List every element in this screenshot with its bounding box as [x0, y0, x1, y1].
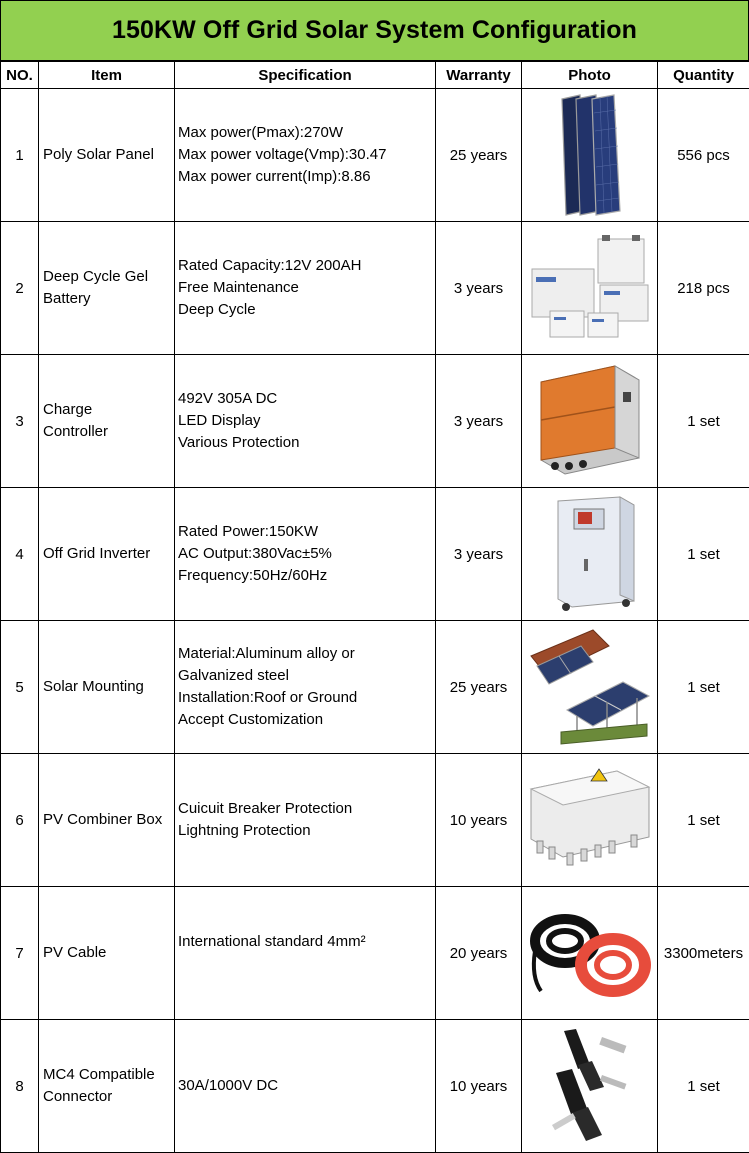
table-row [1, 621, 749, 754]
header-no: NO. [1, 62, 39, 89]
mc4-connector-photo [522, 1020, 658, 1153]
solar-panel-icon [540, 93, 640, 218]
header-photo: Photo [522, 62, 658, 89]
specification [175, 887, 436, 1020]
item-name-line: MC4 Compatible [43, 1066, 155, 1083]
gel-battery-photo [522, 222, 658, 355]
specification [175, 621, 436, 754]
item-name [39, 355, 175, 488]
table-row [1, 754, 749, 887]
specification [175, 488, 436, 621]
spec-line: AC Output:380Vac±5% [178, 545, 332, 562]
spec-line: Deep Cycle [178, 301, 256, 318]
header-warranty: Warranty [436, 62, 522, 89]
item-name [39, 887, 175, 1020]
item-name [39, 621, 175, 754]
quantity: 1 set [658, 754, 749, 887]
row-number: 8 [1, 1020, 39, 1153]
quantity: 1 set [658, 488, 749, 621]
item-name-line: Off Grid Inverter [43, 545, 151, 562]
spec-line: International standard 4mm² [178, 933, 366, 950]
warranty: 3 years [436, 355, 522, 488]
spec-line: 30A/1000V DC [178, 1077, 279, 1094]
spec-line: Cuicuit Breaker Protection [178, 800, 353, 817]
row-number: 6 [1, 754, 39, 887]
quantity: 3300meters [658, 887, 749, 1020]
spec-line: Free Maintenance [178, 279, 299, 296]
item-name-line: Battery [43, 290, 91, 307]
item-name-line: Charge [43, 401, 93, 418]
solar-panel-photo [522, 89, 658, 222]
spec-line: 492V 305A DC [178, 390, 278, 407]
warranty: 3 years [436, 222, 522, 355]
item-name-line: Deep Cycle Gel [43, 268, 149, 285]
item-name-line: Connector [43, 1088, 113, 1105]
item-name [39, 89, 175, 222]
spec-line: LED Display [178, 412, 261, 429]
item-name [39, 1020, 175, 1153]
specification [175, 1020, 436, 1153]
quantity: 1 set [658, 621, 749, 754]
spec-line: Rated Power:150KW [178, 523, 319, 540]
charge-controller-icon [535, 362, 645, 480]
solar-mounting-photo [522, 621, 658, 754]
warranty: 25 years [436, 621, 522, 754]
header-row [1, 62, 749, 89]
table-row [1, 1020, 749, 1153]
item-name-line: Controller [43, 423, 109, 440]
item-name [39, 488, 175, 621]
row-number: 4 [1, 488, 39, 621]
specification [175, 754, 436, 887]
inverter-photo [522, 488, 658, 621]
spec-line: Material:Aluminum alloy or [178, 645, 355, 662]
quantity: 1 set [658, 355, 749, 488]
table-row [1, 89, 749, 222]
mc4-connector-icon [542, 1025, 638, 1147]
table-row [1, 488, 749, 621]
pv-cable-icon [527, 901, 653, 1005]
row-number: 2 [1, 222, 39, 355]
configuration-table [0, 61, 749, 1153]
item-name-line: PV Cable [43, 944, 107, 961]
header-specification: Specification [175, 62, 436, 89]
pv-cable-photo [522, 887, 658, 1020]
quantity: 556 pcs [658, 89, 749, 222]
item-name [39, 222, 175, 355]
spec-line: Rated Capacity:12V 200AH [178, 257, 362, 274]
inverter-icon [540, 493, 640, 615]
table-row [1, 222, 749, 355]
page-title: 150KW Off Grid Solar System Configuration [0, 0, 749, 61]
table-row [1, 355, 749, 488]
spec-line: Max power(Pmax):270W [178, 124, 344, 141]
spec-line: Max power current(Imp):8.86 [178, 168, 371, 185]
item-name-line: Solar Mounting [43, 678, 144, 695]
gel-battery-icon [528, 233, 652, 343]
specification [175, 355, 436, 488]
spec-line: Frequency:50Hz/60Hz [178, 567, 328, 584]
spec-line: Galvanized steel [178, 667, 289, 684]
quantity: 1 set [658, 1020, 749, 1153]
spec-line: Installation:Roof or Ground [178, 689, 358, 706]
spec-line: Max power voltage(Vmp):30.47 [178, 146, 387, 163]
row-number: 7 [1, 887, 39, 1020]
warranty: 25 years [436, 89, 522, 222]
row-number: 1 [1, 89, 39, 222]
row-number: 3 [1, 355, 39, 488]
spec-line: Accept Customization [178, 711, 324, 728]
warranty: 10 years [436, 754, 522, 887]
warranty: 20 years [436, 887, 522, 1020]
combiner-box-icon [527, 765, 653, 875]
row-number: 5 [1, 621, 39, 754]
item-name-line: Poly Solar Panel [43, 146, 154, 163]
solar-mounting-icon [527, 626, 653, 748]
item-name [39, 754, 175, 887]
specification [175, 222, 436, 355]
quantity: 218 pcs [658, 222, 749, 355]
table-row [1, 887, 749, 1020]
header-item: Item [39, 62, 175, 89]
spec-line: Lightning Protection [178, 822, 311, 839]
spec-line: Various Protection [178, 434, 300, 451]
warranty: 10 years [436, 1020, 522, 1153]
warranty: 3 years [436, 488, 522, 621]
charge-controller-photo [522, 355, 658, 488]
specification [175, 89, 436, 222]
header-quantity: Quantity [658, 62, 749, 89]
item-name-line: PV Combiner Box [43, 811, 163, 828]
combiner-box-photo [522, 754, 658, 887]
